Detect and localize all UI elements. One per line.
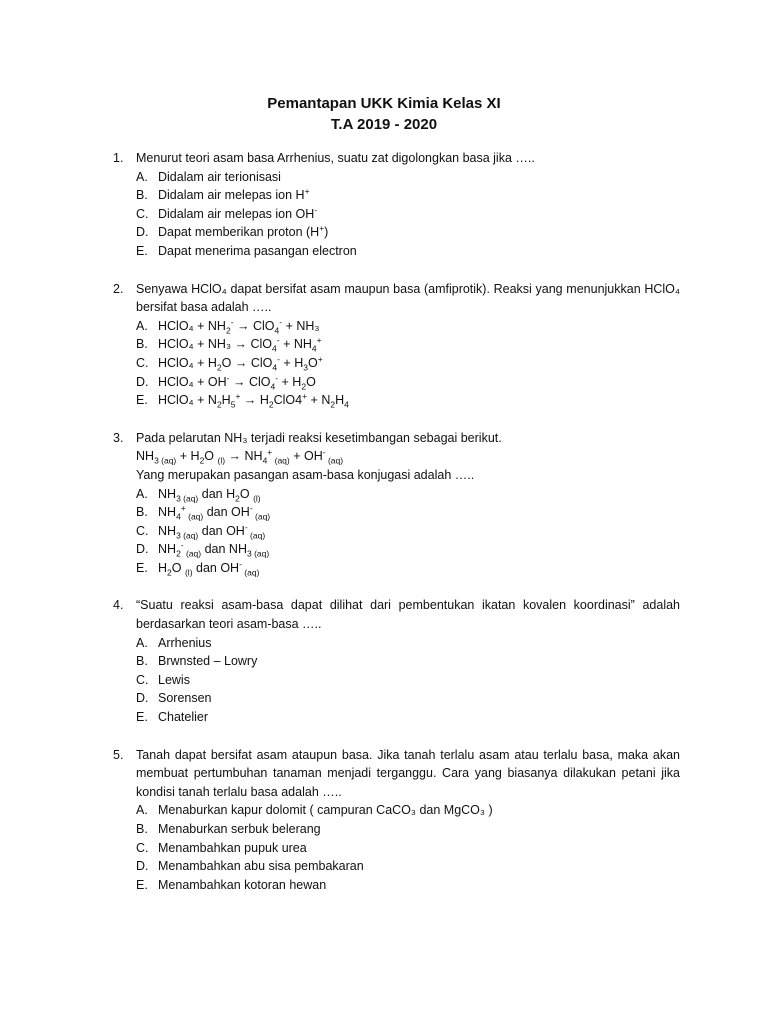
option-letter: B. — [136, 654, 148, 669]
question-number: 3. — [113, 430, 124, 445]
question-stem: Menurut teori asam basa Arrhenius, suatu zat digolongkan basa jika ….. — [136, 151, 535, 165]
option-d — [136, 373, 680, 392]
option-letter: C. — [136, 672, 149, 687]
option-text: Didalam air melepas ion OH- — [158, 204, 318, 221]
option-letter: A. — [136, 486, 148, 501]
option-e — [136, 391, 680, 410]
option-e — [136, 559, 680, 578]
option-list — [136, 634, 680, 727]
option-a — [136, 317, 680, 336]
option-list — [136, 168, 680, 261]
option-b — [136, 335, 680, 354]
option-letter: A. — [136, 803, 148, 818]
option-text: Menambahkan abu sisa pembakaran — [158, 859, 364, 874]
question-stem: Tanah dapat bersifat asam ataupun basa. Jika tanah terlalu asam atau terlalu basa, maka akan membuat pertumbuhan tanaman menjadi terganggu. Cara yang biasanya dilakukan petani jika kondisi tanah terlalu basa adalah ….. — [136, 747, 680, 799]
question-extra-line: Yang merupakan pasangan asam-basa konjugasi adalah ….. — [136, 467, 475, 482]
option-text: Dapat memberikan proton (H+) — [158, 223, 329, 240]
option-b — [136, 652, 680, 671]
option-text: HClO₄ + $H_2O \to ClO_4^- + H_3O^+$ — [158, 353, 323, 373]
option-letter: C. — [136, 355, 149, 370]
option-c — [136, 671, 680, 690]
option-text: Arrhenius — [158, 635, 212, 650]
option-letter: D. — [136, 225, 149, 240]
option-text: Sorensen — [158, 691, 212, 706]
option-letter: C. — [136, 523, 149, 538]
option-text: $NH_2^-$ $_{(aq)}$ dan $NH_{3 (aq)}$ — [158, 540, 270, 559]
option-text: HClO₄ + $OH^- \to ClO_4^- + H_2O$ — [158, 372, 316, 392]
option-letter: D. — [136, 859, 149, 874]
option-text: Chatelier — [158, 710, 209, 725]
option-letter: B. — [136, 188, 148, 203]
option-a — [136, 801, 680, 820]
option-letter: C. — [136, 840, 149, 855]
option-d — [136, 857, 680, 876]
question-stem: Senyawa HClO₄ dapat bersifat asam maupun basa (amfiprotik). Reaksi yang menunjukkan HClO₄ bersifat basa adalah ….. — [136, 281, 680, 315]
option-text: $NH_4^+$ $_{(aq)}$ dan OH- $_{(aq)}$ — [158, 502, 271, 522]
option-b — [136, 186, 680, 205]
option-b — [136, 503, 680, 522]
option-a — [136, 168, 680, 187]
option-d — [136, 689, 680, 708]
option-letter: B. — [136, 822, 148, 836]
option-text: Lewis — [158, 672, 190, 687]
option-text: Menambahkan pupuk urea — [158, 840, 307, 855]
question-number: 2. — [113, 281, 124, 296]
question-extra-line: $NH_{3 (aq)} + H_2O$ $_{(l)} \to NH_4^+$ $_{(aq)}$ + OH- $_{(aq)}$ — [136, 447, 344, 466]
question-number: 4. — [113, 598, 124, 613]
option-text: Menambahkan kotoran hewan — [158, 877, 327, 892]
option-e — [136, 708, 680, 727]
option-e — [136, 876, 680, 895]
title-line-2: T.A 2019 - 2020 — [330, 116, 438, 133]
option-letter: E. — [136, 243, 148, 258]
option-e — [136, 242, 680, 261]
document-title — [0, 93, 768, 135]
option-a — [136, 634, 680, 653]
option-text: HClO₄ + $NH_3 \to ClO_4^- + NH_4^+$ — [158, 335, 322, 354]
question-number: 1. — [113, 151, 124, 165]
option-d — [136, 540, 680, 559]
option-d — [136, 223, 680, 242]
option-text: HClO₄ + $N_2H_5^+ \to H_2ClO4^+ + N_2H_4$ — [158, 390, 349, 410]
option-letter: E. — [136, 877, 148, 892]
question-stem: Pada pelarutan NH₃ terjadi reaksi kesetimbangan sebagai berikut. — [136, 430, 502, 445]
option-text: $NH_{3 (aq)}$ dan $H_2O$ $_{(l)}$ — [158, 486, 261, 503]
option-b — [136, 820, 680, 839]
option-letter: A. — [136, 169, 148, 184]
option-list — [136, 485, 680, 578]
option-text: $NH_{3 (aq)}$ dan OH- $_{(aq)}$ — [158, 521, 266, 541]
option-c — [136, 522, 680, 541]
question-stem: “Suatu reaksi asam-basa dapat dilihat dari pembentukan ikatan kovalen koordinasi” adalah berdasarkan teori asam-basa ….. — [136, 598, 680, 632]
option-c — [136, 839, 680, 858]
option-letter: D. — [136, 542, 149, 557]
option-letter: E. — [136, 560, 148, 575]
option-letter: E. — [136, 393, 148, 408]
option-a — [136, 485, 680, 504]
question-number: 5. — [113, 747, 124, 762]
option-text: Menaburkan kapur dolomit ( campuran CaCO₃ dan MgCO₃ ) — [158, 803, 493, 818]
question-3 — [0, 429, 680, 578]
question-2 — [0, 280, 680, 410]
option-text: $H_2O$ $_{(l)}$ dan OH- $_{(aq)}$ — [158, 558, 260, 578]
option-text: Brwnsted – Lowry — [158, 654, 258, 669]
question-1 — [0, 149, 680, 261]
option-text: Dapat menerima pasangan electron — [158, 243, 357, 258]
option-letter: B. — [136, 505, 148, 520]
title-line-1: Pemantapan UKK Kimia Kelas XI — [267, 95, 501, 112]
option-letter: D. — [136, 374, 149, 389]
option-letter: D. — [136, 691, 149, 706]
option-list — [136, 801, 680, 894]
option-letter: A. — [136, 635, 148, 650]
option-text: Menaburkan serbuk belerang — [158, 822, 321, 836]
question-list — [0, 149, 768, 894]
option-c — [136, 205, 680, 224]
question-4 — [0, 596, 680, 726]
option-text: HClO₄ + $NH_2^- \to ClO_4^- + NH_3$ — [158, 316, 320, 336]
option-c — [136, 354, 680, 373]
option-text: Didalam air melepas ion H+ — [158, 186, 310, 203]
option-letter: B. — [136, 337, 148, 352]
option-letter: A. — [136, 318, 148, 333]
option-text: Didalam air terionisasi — [158, 169, 281, 184]
option-list — [136, 317, 680, 410]
option-letter: E. — [136, 710, 148, 725]
option-letter: C. — [136, 206, 149, 221]
question-5 — [0, 746, 680, 895]
